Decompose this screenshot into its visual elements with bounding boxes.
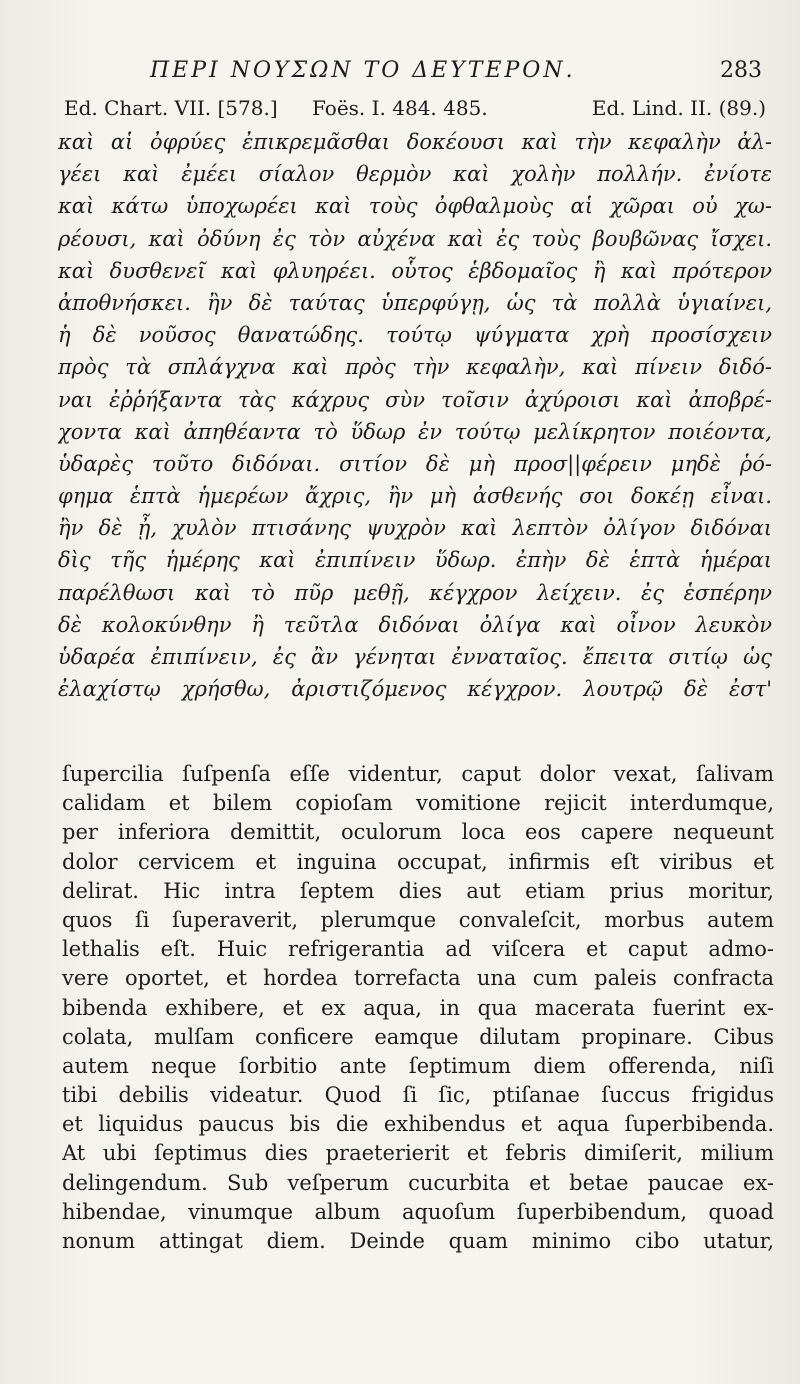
text-line: χοντα καὶ ἀπηθέαντα τὸ ὕδωρ ἐν τούτῳ μελίκρητον ποιέοντα, bbox=[58, 419, 772, 444]
ref-linden: Ed. Lind. II. (89.) bbox=[591, 96, 766, 120]
text-line: δὲ κολοκύνθην ἢ τεῦτλα διδόναι ὀλίγα καὶ οἶνον λευκὸν bbox=[58, 612, 772, 637]
text-line: καὶ αἱ ὀφρύες ἐπικρεμᾶσθαι δοκέουσι καὶ τὴν κεφαλὴν ἀλ- bbox=[58, 130, 772, 154]
text-line: ρέουσι, καὶ ὀδύνη ἐς τὸν αὐχένα καὶ ἐς τοὺς βουβῶνας ἴσχει. bbox=[58, 226, 772, 251]
text-line: πρὸς τὰ σπλάγχνα καὶ πρὸς τὴν κεφαλὴν, καὶ πίνειν διδό- bbox=[58, 355, 772, 380]
edition-references bbox=[64, 96, 766, 126]
text-line: ἐλαχίστῳ χρήσθω, ἀριστιζόμενος κέγχρον. λουτρῷ δὲ ἐστ' bbox=[58, 677, 772, 702]
text-line: ὑδαρὲς τοῦτο διδόναι. σιτίον δὲ μὴ προσ||φέρειν μηδὲ ῥό- bbox=[58, 451, 772, 476]
text-line: nonum attingat diem. Deinde quam minimo cibo utatur, bbox=[62, 1229, 774, 1253]
text-line: δὶς τῆς ἡμέρης καὶ ἐπιπίνειν ὕδωρ. ἐπὴν δὲ ἑπτὰ ἡμέραι bbox=[58, 548, 772, 573]
text-line: colata, mulſam conficere eamque dilutam propinare. Cibus bbox=[62, 1024, 774, 1049]
text-line: φημα ἑπτὰ ἡμερέων ἄχρις, ἢν μὴ ἀσθενής σοι δοκέῃ εἶναι. bbox=[58, 484, 772, 509]
text-line: delirat. Hic intra ſeptem dies aut etiam prius moritur, bbox=[62, 878, 774, 903]
text-line: καὶ κάτω ὑποχωρέει καὶ τοὺς ὀφθαλμοὺς αἱ χῶραι οὐ χω- bbox=[58, 194, 772, 219]
text-line: lethalis eſt. Huic refrigerantia ad viſcera et caput admo- bbox=[62, 937, 774, 962]
running-title: ΠΕΡΙ ΝΟΥΣΩΝ ΤΟ ΔΕΥΤΕΡΟΝ. bbox=[150, 58, 576, 83]
text-line: ὑδαρέα ἐπιπίνειν, ἐς ἂν γένηται ἐνναταῖος. ἔπειτα σιτίῳ ὡς bbox=[58, 645, 772, 669]
page-number: 283 bbox=[720, 58, 762, 83]
ref-foes: Foës. I. 484. 485. bbox=[312, 96, 488, 120]
text-line: calidam et bilem copioſam vomitione rejicit interdumque, bbox=[62, 791, 774, 816]
latin-text-block bbox=[62, 760, 774, 1256]
text-line: καὶ δυσθενεῖ καὶ φλυηρέει. οὗτος ἑβδομαῖος ἢ καὶ πρότερον bbox=[58, 258, 772, 283]
text-line: bibenda exhibere, et ex aqua, in qua macerata fuerint ex- bbox=[62, 995, 774, 1020]
text-line: ſupercilia ſuſpenſa eſſe videntur, caput dolor vexat, ſalivam bbox=[62, 762, 774, 786]
text-line: At ubi ſeptimus dies praeterierit et febris dimiſerit, milium bbox=[62, 1141, 774, 1166]
running-head bbox=[140, 58, 764, 88]
text-line: et liquidus paucus bis die exhibendus et aqua ſuperbibenda. bbox=[62, 1112, 774, 1137]
ref-chartier: Ed. Chart. VII. [578.] bbox=[64, 96, 278, 120]
text-line: quos ſi ſuperaverit, plerumque convaleſcit, morbus autem bbox=[62, 907, 774, 932]
text-line: hibendae, vinumque album aquoſum ſuperbibendum, quoad bbox=[62, 1199, 774, 1224]
greek-text-block bbox=[58, 126, 772, 705]
text-line: ναι ἐῤῥήξαντα τὰς κάχρυς σὺν τοῖσιν ἀχύροισι καὶ ἀποβρέ- bbox=[58, 387, 772, 412]
text-line: autem neque ſorbitio ante ſeptimum diem offerenda, niſi bbox=[62, 1053, 774, 1078]
text-line: παρέλθωσι καὶ τὸ πῦρ μεθῇ, κέγχρον λείχειν. ἐς ἑσπέρην bbox=[58, 580, 772, 605]
text-line: per inferiora demittit, oculorum loca eos capere nequeunt bbox=[62, 820, 774, 845]
text-line: ἡ δὲ νοῦσος θανατώδης. τούτῳ ψύγματα χρὴ προσίσχειν bbox=[58, 323, 772, 348]
text-line: delingendum. Sub veſperum cucurbita et betae paucae ex- bbox=[62, 1170, 774, 1195]
text-line: γέει καὶ ἐμέει σίαλον θερμὸν καὶ χολὴν πολλήν. ἐνίοτε bbox=[58, 162, 772, 187]
text-line: dolor cervicem et inguina occupat, infirmis eſt viribus et bbox=[62, 849, 774, 874]
text-line: ἢν δὲ ᾖ, χυλὸν πτισάνης ψυχρὸν καὶ λεπτὸν ὀλίγον διδόναι bbox=[58, 516, 772, 541]
text-line: tibi debilis videatur. Quod ſi ſic, ptiſanae ſuccus frigidus bbox=[62, 1083, 774, 1108]
text-line: ἀποθνήσκει. ἢν δὲ ταύτας ὑπερφύγῃ, ὡς τὰ πολλὰ ὑγιαίνει, bbox=[58, 290, 772, 315]
text-line: vere oportet, et hordea torrefacta una cum paleis confracta bbox=[62, 966, 774, 991]
